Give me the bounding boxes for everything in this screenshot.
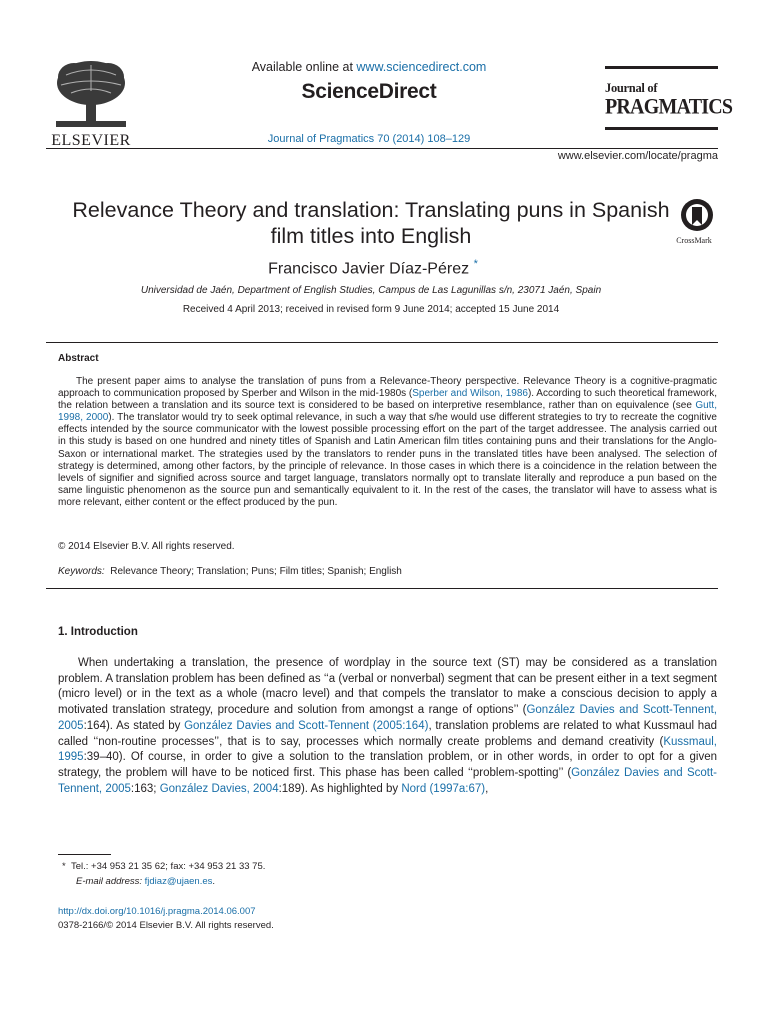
publisher-wordmark: ELSEVIER	[51, 132, 131, 149]
footnote-divider	[58, 854, 111, 855]
journal-logo-bottom-rule	[605, 127, 718, 130]
journal-logo-line2: PRAGMATICS	[605, 95, 733, 120]
doi-link[interactable]: http://dx.doi.org/10.1016/j.pragma.2014.06.007	[58, 906, 256, 917]
issn-copyright: 0378-2166/© 2014 Elsevier B.V. All rights reserved.	[58, 920, 274, 931]
ref-gonzalez-davies-2004[interactable]: González Davies, 2004	[159, 782, 279, 795]
footnote-contact: * Tel.: +34 953 21 35 62; fax: +34 953 21 33 75.	[62, 861, 266, 872]
abstract-top-divider	[46, 342, 718, 343]
section-heading-introduction: 1. Introduction	[58, 626, 138, 638]
ref-gutt[interactable]: Gutt, 1998, 2000	[58, 400, 717, 424]
ref-kussmaul[interactable]: Kussmaul, 1995	[58, 735, 717, 764]
ref-sperber-wilson[interactable]: Sperber and Wilson, 1986	[412, 388, 528, 400]
article-dates: Received 4 April 2013; received in revised form 9 June 2014; accepted 15 June 2014	[182, 304, 560, 315]
ref-gonzalez-davies-2005-164[interactable]: González Davies and Scott-Tennent (2005:164)	[184, 719, 429, 732]
journal-citation-link[interactable]: Journal of Pragmatics 70 (2014) 108–129	[267, 133, 471, 145]
author-name: Francisco Javier Díaz-Pérez *	[268, 258, 478, 278]
sciencedirect-link[interactable]: www.sciencedirect.com	[356, 60, 487, 74]
available-online-line: Available online at www.sciencedirect.com	[251, 60, 487, 74]
platform-title: ScienceDirect	[301, 80, 437, 103]
journal-logo-top-rule	[605, 66, 718, 69]
journal-logo-line1: Journal of	[605, 81, 658, 95]
ref-gonzalez-davies-2005[interactable]: González Davies and Scott-Tennent, 2005	[58, 704, 717, 732]
article-title: Relevance Theory and translation: Translating puns in Spanish film titles into English	[72, 198, 670, 248]
keywords-line: Keywords: Relevance Theory; Translation; Puns; Film titles; Spanish; English	[58, 566, 402, 577]
ref-gonzalez-davies-2005-163[interactable]: González Davies and Scott-Tennent, 2005	[58, 766, 717, 795]
abstract-heading: Abstract	[58, 353, 99, 364]
abstract-bottom-divider	[46, 588, 718, 589]
footnote-email: E-mail address: fjdiaz@ujaen.es.	[76, 876, 216, 887]
author-affiliation: Universidad de Jaén, Department of English Studies, Campus de Las Lagunillas s/n, 23071 Jaén, Spain	[140, 285, 602, 296]
author-footnote-mark[interactable]: *	[473, 258, 478, 270]
author-email-link[interactable]: fjdiaz@ujaen.es	[144, 876, 213, 887]
introduction-paragraph: When undertaking a translation, the presence of wordplay in the source text (ST) may be considered as a translation problem. A translation problem has been defined as ‘‘a (verbal or nonverbal) segment that can be present either in a text segment (micro level) or in the text as a whole (macro level) and that compels the translator to make a conscious decision to apply a motivated translation strategy, procedure and solution from amongst a range of options’’ (González Davies and Scott-Tennent, 2005:164). As stated by González Davies and Scott-Tennent (2005:164), translation problems are related to what Kussmaul had called ‘‘non-routine processes’’, that is to say, processes which normally create problems and demand creativity (Kussmaul, 1995:39–40). Of course, in order to give a solution to the translation problem, or in other words, in order to opt for a given strategy, the problem will have to be noticed first. This phase has been called ‘‘problem-spotting’’ (González Davies and Scott-Tennent, 2005:163; González Davies, 2004:189). As highlighted by Nord (1997a:67),	[58, 657, 717, 795]
header-divider	[46, 148, 718, 149]
abstract-text: The present paper aims to analyse the translation of puns from a Relevance-Theory perspective. Relevance Theory is a cognitive-pragmatic approach to communication proposed by Sperber and Wilson in the mid-1980s (Sperber and Wilson, 1986). According to such theoretical framework, the relation between a translation and its source text is considered to be based on interpretive resemblance, rather than on equivalence (see Gutt, 1998, 2000). The translator would try to seek optimal relevance, in such a way that s/he would use different strategies to try to recreate the cognitive effects intended by the source communicator with the lowest possible processing effort on the part of the target addressee. The analysis carried out in this study is based on one hundred and ninety titles of Spanish and Latin American film titles containing puns and their translations for the Anglo-Saxon or international market. The strategies used by the translators to render puns in the translated titles have been analysed. The selection of strategy is determined, among other factors, by the principle of relevance. In those cases in which there is a coincidence in the relation between the levels of signifier and signified across source and target language, translators normally opt to translate literally and reproduce a pun based on the same linguistic phenomenon as the source pun and semantically equivalent to it. In the rest of the cases, the translator will have to assess what is more relevant, either content or the effect produced by the pun.	[58, 376, 717, 508]
crossmark-label: CrossMark	[676, 236, 712, 245]
ref-nord[interactable]: Nord (1997a:67)	[401, 782, 486, 795]
abstract-copyright: © 2014 Elsevier B.V. All rights reserved.	[58, 541, 235, 552]
journal-url: www.elsevier.com/locate/pragma	[557, 150, 718, 162]
